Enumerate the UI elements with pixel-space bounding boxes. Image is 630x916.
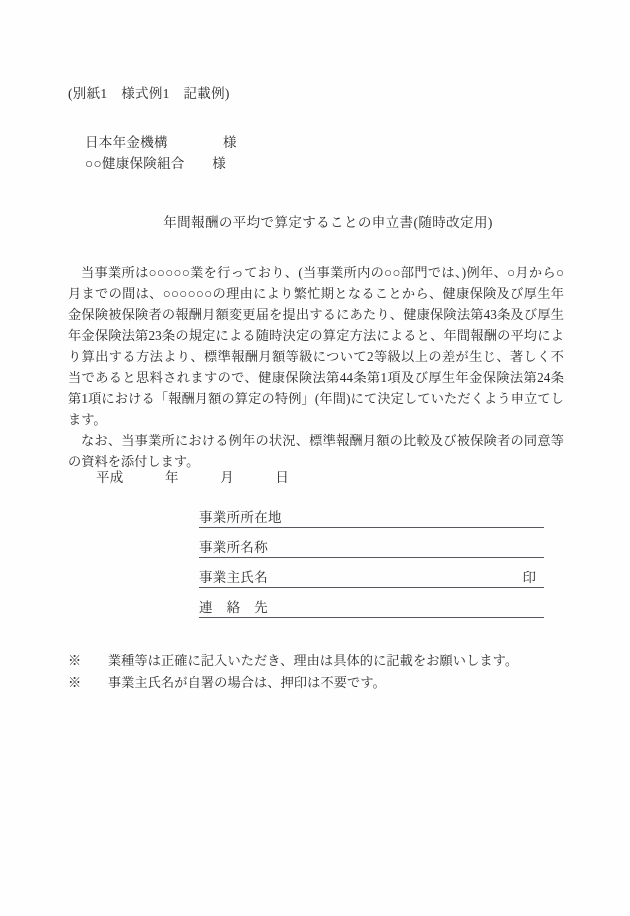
field-label-office-name: 事業所名称 — [199, 540, 268, 555]
field-row-office-name[interactable] — [199, 528, 544, 558]
field-label-office-address: 事業所所在地 — [199, 510, 282, 525]
field-row-owner-name[interactable] — [199, 558, 544, 588]
body-paragraph-1: 当事業所は○○○○○業を行っており、(当事業所内の○○部門では、)例年、○月から○月までの間は、○○○○○○の理由により繁忙期となることから、健康保険及び厚生年金保険被保険者の報酬月額変更届を提出するにあたり、健康保険法第43条及び厚生年金保険法第23条の規定による随時決定の算定方法によると、年間報酬の平均により算出する方法より、標準報酬月額等級について2等級以上の差が生じ、著しく不当であると思料されますので、健康保険法第44条第1項及び厚生年金保険法第24条第1項における「報酬月額の算定の特例」(年間)にて決定していただくよう申立てします。 — [68, 265, 564, 427]
date-line: 平成 年 月 日 — [96, 470, 290, 485]
seal-mark-icon: 印 — [522, 570, 536, 585]
field-seal-office-address — [536, 526, 544, 527]
footnote-block — [68, 650, 568, 694]
field-seal-contact — [536, 616, 544, 617]
addressee-line-japan-pension-service: 日本年金機構 様 — [85, 135, 237, 150]
page-title: 年間報酬の平均で算定することの申立書(随時改定用) — [163, 215, 493, 230]
addressee-block — [85, 132, 237, 174]
field-label-owner-name: 事業主氏名 — [199, 570, 268, 585]
footnote-1: ※ 業種等は正確に記入いただき、理由は具体的に記載をお願いします。 — [68, 653, 519, 668]
field-row-office-address[interactable] — [199, 498, 544, 528]
field-seal-office-name — [536, 556, 544, 557]
body-paragraph-2: なお、当事業所における例年の状況、標準報酬月額の比較及び被保険者の同意等の資料を添付します。 — [68, 433, 564, 469]
signature-fields — [199, 498, 544, 618]
field-label-contact: 連 絡 先 — [199, 600, 268, 615]
body-text-block — [68, 262, 564, 472]
addressee-line-health-insurance-association: ○○健康保険組合 様 — [85, 156, 227, 171]
field-row-contact[interactable] — [199, 588, 544, 618]
footnote-2: ※ 事業主氏名が自署の場合は、押印は不要です。 — [68, 675, 386, 690]
form-reference-label: (別紙1 様式例1 記載例) — [68, 86, 230, 101]
